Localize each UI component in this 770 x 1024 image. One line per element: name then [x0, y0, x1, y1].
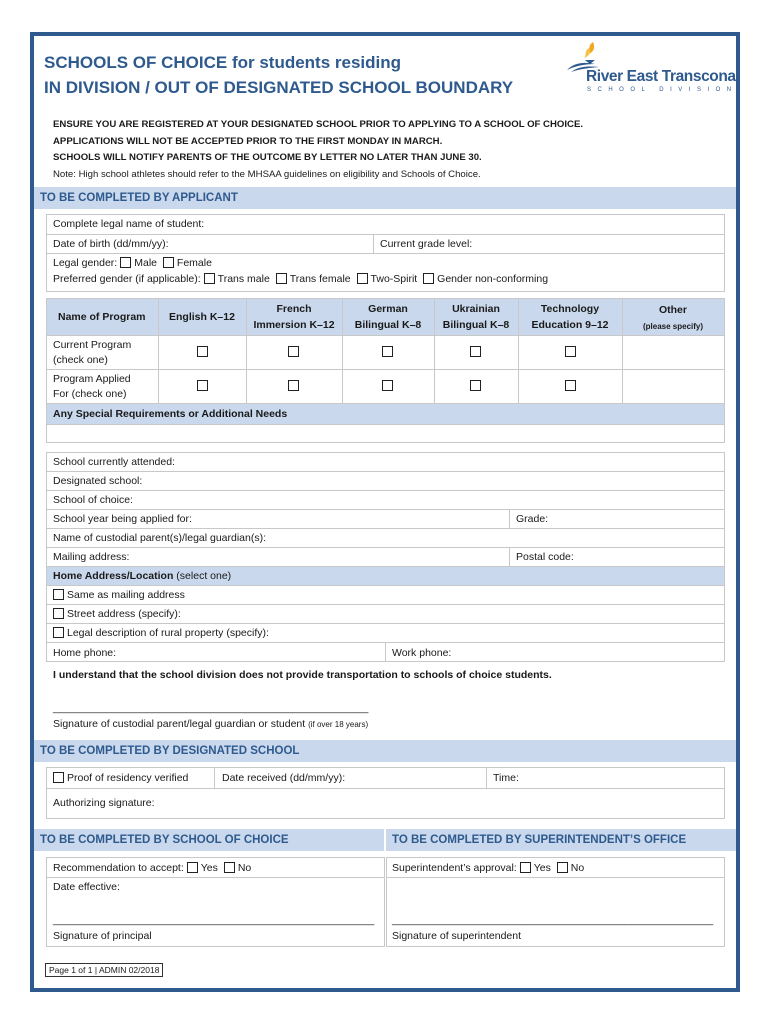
- trans-female-label: Trans female: [289, 273, 351, 285]
- divider: [46, 604, 725, 605]
- superintendent-signature-line[interactable]: _______________________________________________________: [392, 914, 714, 926]
- applicant-section-header: TO BE COMPLETED BY APPLICANT: [34, 187, 736, 209]
- approval-no-checkbox[interactable]: [557, 862, 568, 873]
- proof-residency-label: Proof of residency verified: [67, 772, 189, 784]
- superintendent-section-header: TO BE COMPLETED BY SUPERINTENDENT’S OFFICE: [386, 829, 736, 851]
- divider: [46, 369, 725, 370]
- parent-signature-label: [53, 718, 368, 731]
- current-german-checkbox[interactable]: [382, 346, 393, 357]
- approval-no-label: No: [570, 862, 585, 874]
- time-field[interactable]: Time:: [493, 772, 519, 784]
- ukrainian-header: [434, 303, 518, 332]
- legal-name-field[interactable]: Complete legal name of student:: [53, 218, 205, 230]
- superintendent-approval-row: [392, 862, 584, 875]
- divider: [46, 788, 725, 789]
- school-year-field[interactable]: School year being applied for:: [53, 513, 192, 525]
- other-header-line2: (please specify): [642, 322, 704, 331]
- approval-yes-label: Yes: [533, 862, 551, 874]
- german-header-line1: German: [368, 303, 408, 315]
- male-label: Male: [134, 257, 157, 269]
- superintendent-approval-label: Superintendent’s approval:: [392, 862, 517, 874]
- intro-line-2: APPLICATIONS WILL NOT BE ACCEPTED PRIOR TO THE FIRST MONDAY IN MARCH.: [53, 135, 443, 147]
- logo-subtitle: SCHOOL DIVISION: [587, 87, 738, 93]
- special-needs-label: Any Special Requirements or Additional Needs: [53, 408, 288, 420]
- home-phone-field[interactable]: Home phone:: [53, 647, 117, 659]
- female-checkbox[interactable]: [163, 257, 174, 268]
- english-header: English K–12: [169, 311, 235, 323]
- divider: [46, 471, 725, 472]
- street-address-label: Street address (specify):: [67, 608, 181, 620]
- other-header-line1: Other: [658, 304, 687, 316]
- same-address-option: [50, 589, 185, 602]
- ukrainian-header-line2: Bilingual K–8: [442, 319, 510, 331]
- parent-signature-text: Signature of custodial parent/legal guardian or student: [53, 718, 306, 730]
- trans-male-checkbox[interactable]: [204, 273, 215, 284]
- home-address-label: [53, 570, 231, 583]
- form-title: [44, 50, 564, 100]
- school-attended-field[interactable]: School currently attended:: [53, 456, 175, 468]
- work-phone-field[interactable]: Work phone:: [392, 647, 452, 659]
- divider: [46, 585, 725, 586]
- rural-property-label: Legal description of rural property (specify):: [67, 627, 269, 639]
- german-header: [342, 303, 434, 332]
- rural-property-option: [50, 627, 269, 640]
- same-address-label: Same as mailing address: [67, 589, 185, 601]
- intro-line-1: ENSURE YOU ARE REGISTERED AT YOUR DESIGNATED SCHOOL PRIOR TO APPLYING TO A SCHOOL OF CHOICE.: [53, 119, 584, 130]
- divider: [509, 509, 510, 528]
- rural-property-checkbox[interactable]: [53, 627, 64, 638]
- divider: [385, 642, 386, 662]
- divider: [46, 335, 725, 336]
- divider: [373, 234, 374, 253]
- mailing-address-field[interactable]: Mailing address:: [53, 551, 130, 563]
- home-address-label-bold: Home Address/Location: [53, 570, 174, 582]
- superintendent-signature-label: Signature of superintendent: [392, 930, 522, 942]
- grade-field[interactable]: Grade:: [516, 513, 549, 525]
- german-header-line2: Bilingual K–8: [354, 319, 422, 331]
- intro-note: Note: High school athletes should refer to the MHSAA guidelines on eligibility and Schools of Choice.: [53, 168, 481, 180]
- grade-level-field[interactable]: Current grade level:: [380, 238, 473, 250]
- recommend-yes-checkbox[interactable]: [187, 862, 198, 873]
- school-of-choice-section-header: TO BE COMPLETED BY SCHOOL OF CHOICE: [34, 829, 384, 851]
- french-header: [246, 303, 342, 332]
- applied-german-checkbox[interactable]: [382, 380, 393, 391]
- title-line-1: SCHOOLS OF CHOICE for students residing: [44, 53, 402, 72]
- divider: [46, 547, 725, 548]
- female-label: Female: [176, 257, 212, 269]
- current-program-line2: (check one): [53, 354, 108, 366]
- divider: [386, 877, 725, 878]
- street-address-checkbox[interactable]: [53, 608, 64, 619]
- principal-signature-label: Signature of principal: [53, 930, 152, 942]
- recommendation-label: Recommendation to accept:: [53, 862, 184, 874]
- legal-gender-row: [53, 257, 212, 270]
- technology-header-line2: Education 9–12: [531, 319, 609, 331]
- recommendation-row: [53, 862, 251, 875]
- preferred-gender-label: Preferred gender (if applicable):: [53, 273, 201, 285]
- trans-female-checkbox[interactable]: [276, 273, 287, 284]
- special-needs-input[interactable]: [47, 425, 724, 442]
- two-spirit-checkbox[interactable]: [357, 273, 368, 284]
- applied-program-line2: For (check one): [53, 388, 127, 400]
- french-header-line1: French: [276, 303, 312, 315]
- french-header-line2: Immersion K–12: [253, 319, 335, 331]
- guardian-name-field[interactable]: Name of custodial parent(s)/legal guardian(s):: [53, 532, 267, 544]
- recommend-no-checkbox[interactable]: [224, 862, 235, 873]
- date-received-field[interactable]: Date received (dd/mm/yy):: [222, 772, 346, 784]
- legal-gender-label: Legal gender:: [53, 257, 118, 269]
- applied-technology-checkbox[interactable]: [565, 380, 576, 391]
- divider: [46, 490, 725, 491]
- logo-name: River East Transcona: [586, 68, 736, 85]
- transportation-notice: I understand that the school division does not provide transportation to schools of choice students.: [53, 669, 552, 681]
- recommend-no-label: No: [237, 862, 252, 874]
- date-effective-field[interactable]: Date effective:: [53, 881, 120, 893]
- technology-header-line1: Technology: [540, 303, 600, 315]
- gender-nonconforming-checkbox[interactable]: [423, 273, 434, 284]
- gender-nonconforming-label: Gender non-conforming: [437, 273, 549, 285]
- current-ukrainian-checkbox[interactable]: [470, 346, 481, 357]
- parent-signature-note: (if over 18 years): [308, 720, 369, 729]
- current-technology-checkbox[interactable]: [565, 346, 576, 357]
- divider: [214, 767, 215, 788]
- ukrainian-header-line1: Ukrainian: [452, 303, 500, 315]
- proof-residency-option: [50, 772, 188, 785]
- recommend-yes-label: Yes: [200, 862, 218, 874]
- two-spirit-label: Two-Spirit: [370, 273, 418, 285]
- technology-header: [518, 303, 622, 332]
- preferred-gender-row: [53, 273, 548, 286]
- applied-program-label: [53, 372, 131, 402]
- current-program-line1: Current Program: [53, 339, 132, 351]
- applied-ukrainian-checkbox[interactable]: [470, 380, 481, 391]
- intro-line-3: SCHOOLS WILL NOTIFY PARENTS OF THE OUTCOME BY LETTER NO LATER THAN JUNE 30.: [53, 152, 482, 163]
- designated-school-field[interactable]: Designated school:: [53, 475, 143, 487]
- divider: [46, 253, 725, 254]
- title-line-2: IN DIVISION / OUT OF DESIGNATED SCHOOL BOUNDARY: [44, 78, 514, 97]
- trans-male-label: Trans male: [217, 273, 270, 285]
- current-program-label: [53, 338, 131, 368]
- divider: [46, 234, 725, 235]
- proof-residency-checkbox[interactable]: [53, 772, 64, 783]
- current-english-checkbox[interactable]: [197, 346, 208, 357]
- divider: [509, 547, 510, 566]
- male-checkbox[interactable]: [120, 257, 131, 268]
- applied-program-line1: Program Applied: [53, 373, 131, 385]
- same-address-checkbox[interactable]: [53, 589, 64, 600]
- divider: [46, 877, 385, 878]
- current-french-checkbox[interactable]: [288, 346, 299, 357]
- divider: [46, 509, 725, 510]
- page-footer: Page 1 of 1 | ADMIN 02/2018: [45, 963, 163, 977]
- dob-field[interactable]: Date of birth (dd/mm/yy):: [53, 238, 169, 250]
- principal-signature-line[interactable]: _______________________________________________________: [53, 914, 375, 926]
- other-header: [622, 304, 724, 333]
- intro-instructions: [53, 117, 713, 183]
- divider: [486, 767, 487, 788]
- street-address-option: [50, 608, 181, 621]
- authorizing-signature-field[interactable]: Authorizing signature:: [53, 797, 155, 809]
- division-logo: [565, 40, 738, 100]
- program-name-header: Name of Program: [58, 311, 146, 323]
- applied-french-checkbox[interactable]: [288, 380, 299, 391]
- divider: [46, 528, 725, 529]
- home-address-label-rest: (select one): [173, 570, 232, 582]
- postal-code-field[interactable]: Postal code:: [516, 551, 574, 563]
- divider: [46, 623, 725, 624]
- applied-english-checkbox[interactable]: [197, 380, 208, 391]
- approval-yes-checkbox[interactable]: [520, 862, 531, 873]
- parent-signature-line[interactable]: ______________________________________________________: [53, 702, 369, 714]
- designated-school-section-header: TO BE COMPLETED BY DESIGNATED SCHOOL: [34, 740, 736, 762]
- school-of-choice-field[interactable]: School of choice:: [53, 494, 133, 506]
